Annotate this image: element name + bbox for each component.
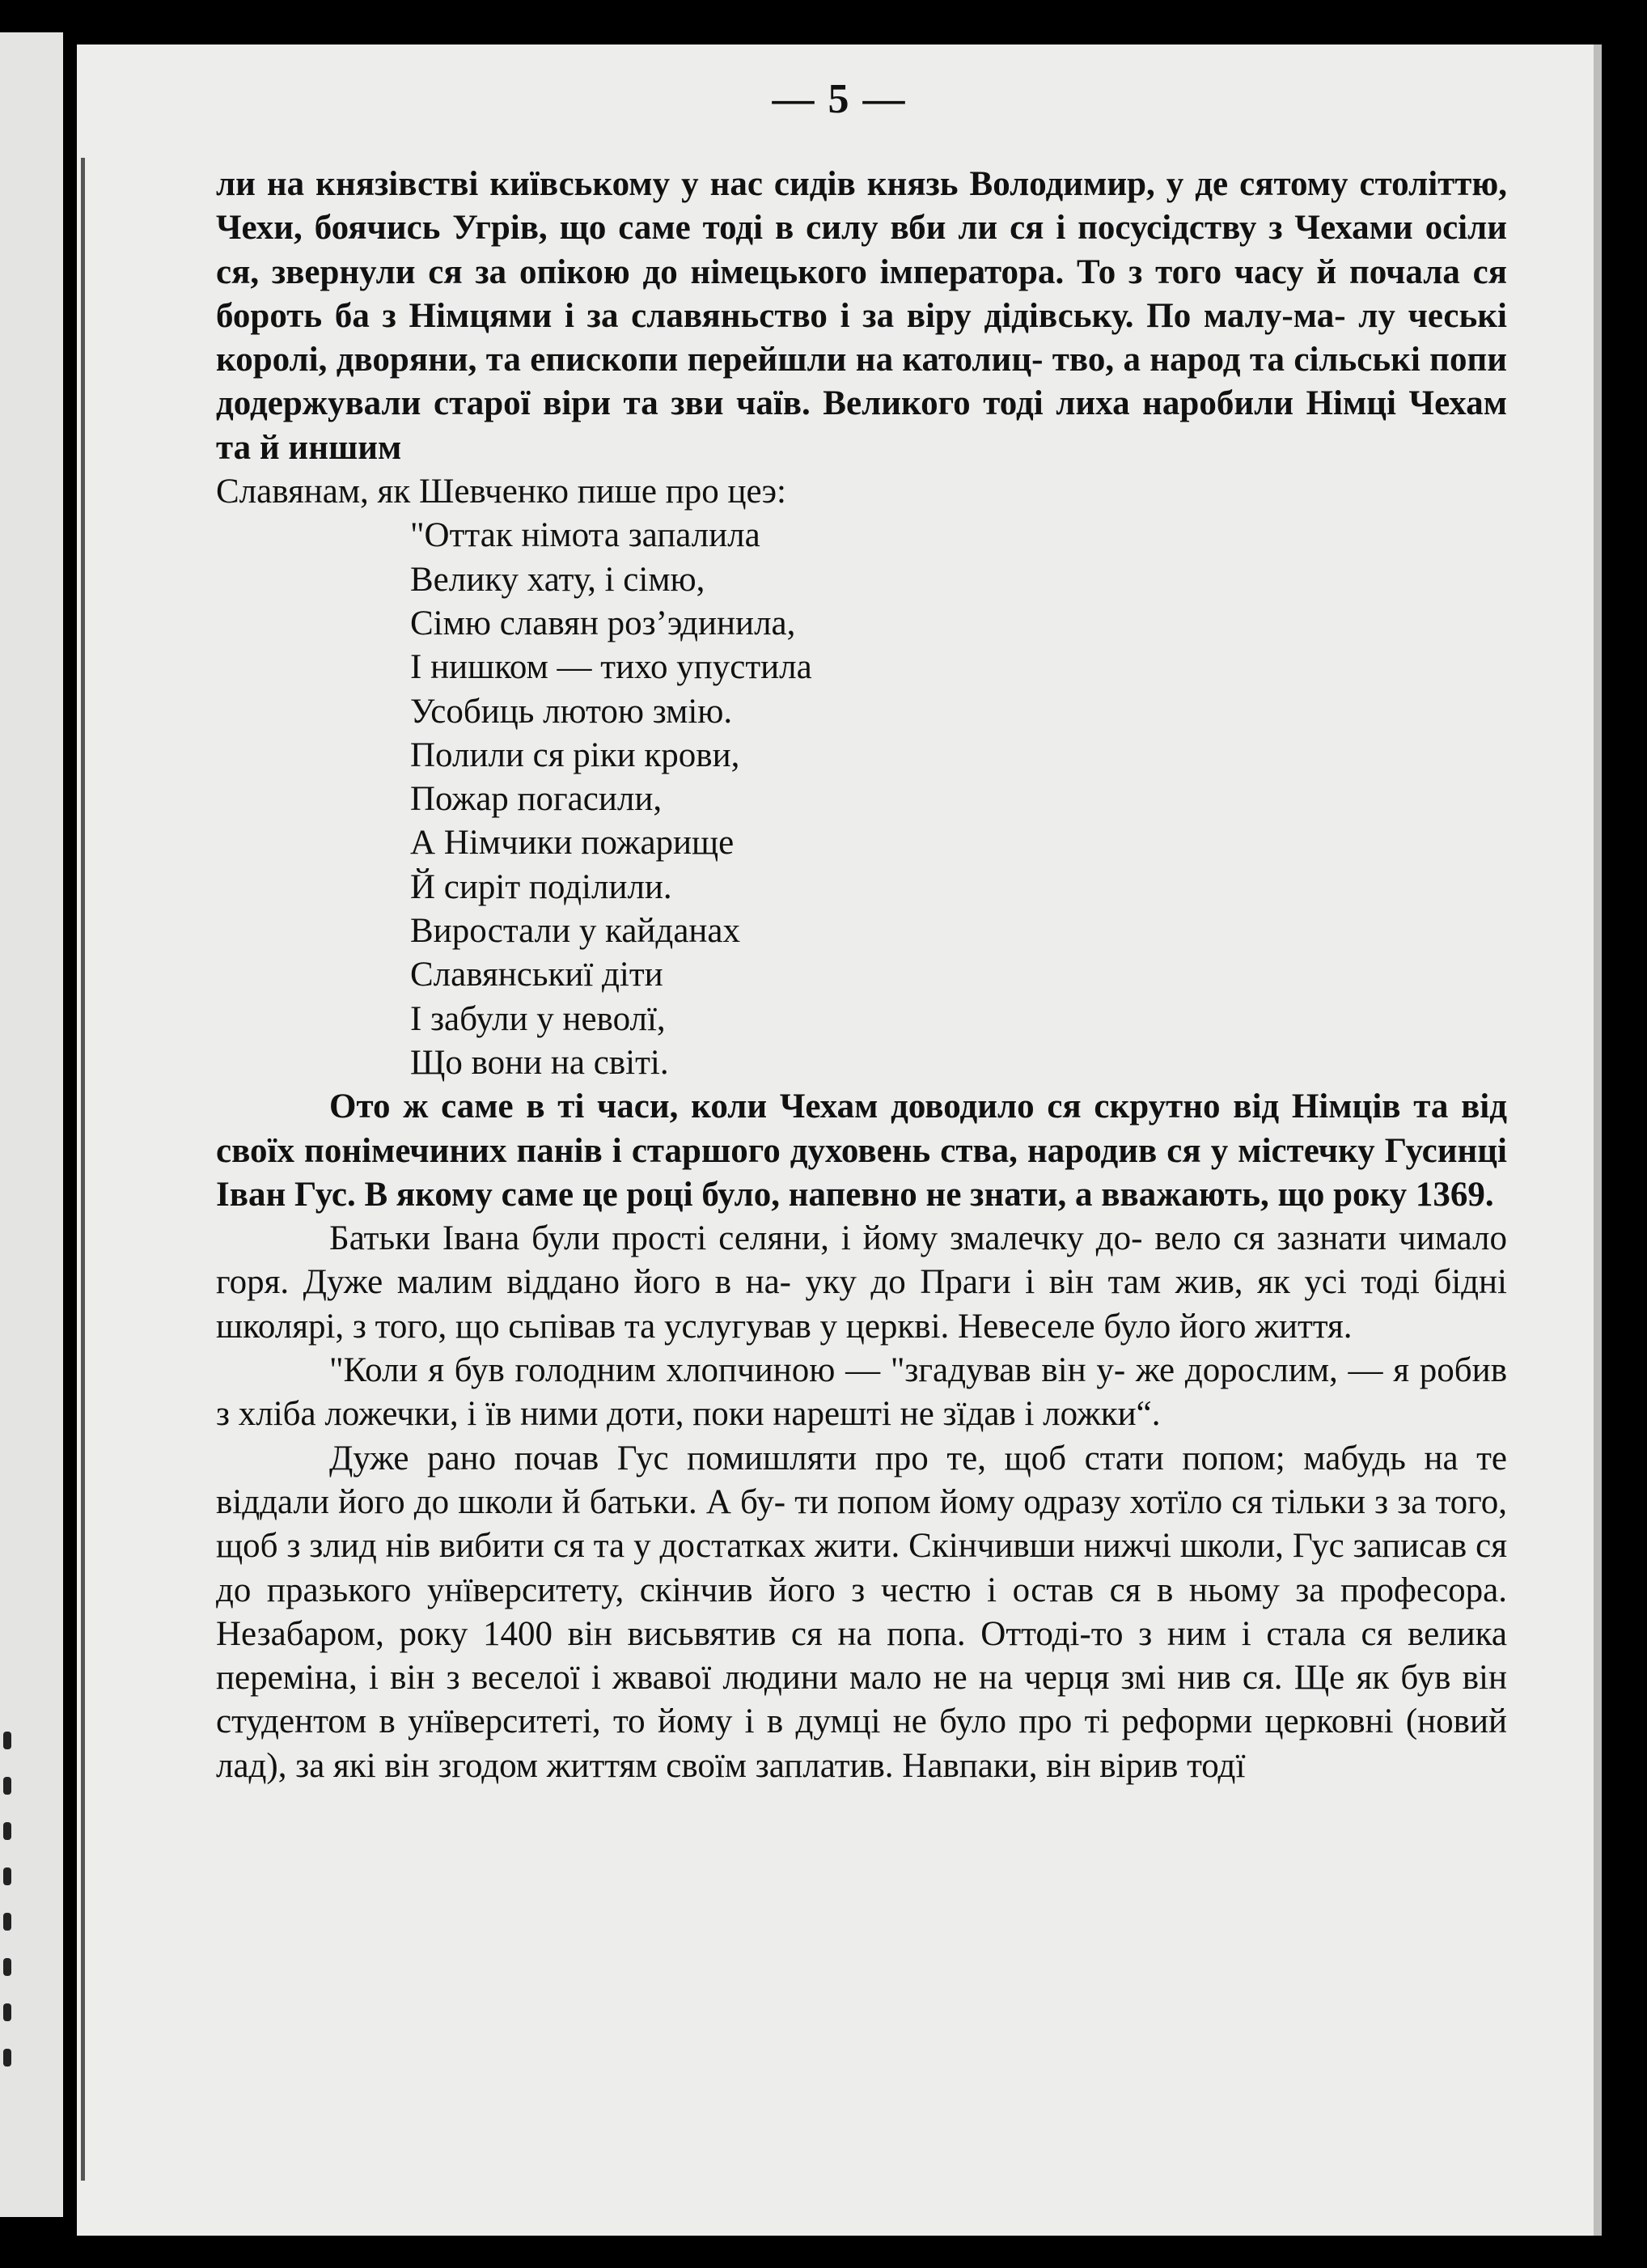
poem-quote — [410, 514, 1507, 1085]
poem-line: І нишком — тихо упустила — [410, 648, 812, 687]
poem-line: Виростали у кайданах — [410, 912, 740, 951]
scan-border-right — [1602, 0, 1647, 2268]
adjacent-page-text-fragments — [3, 1732, 24, 2104]
poem-line: І забули у неволї, — [410, 999, 666, 1038]
text-line: ли на князівстві київському у нас сидів князь Володимир, у де — [216, 165, 1229, 203]
fragment-mark — [3, 1777, 11, 1795]
document-page — [77, 45, 1602, 2236]
poem-line: Велику хату, і сімю, — [410, 560, 705, 599]
text-line: тво, а народ та сільські попи додержували старої віри та зви — [216, 341, 1507, 423]
text-line: чаїв. Великого тоді лиха наробили Німці Чехам та й иншим — [216, 384, 1508, 467]
paragraph: Ото ж саме в ті часи, коли Чехам доводило ся скрутно від Німців та від своїх понімечиних панів і старшого духовень ства, народив ся у містечку Гусинці Іван Гус. В якому саме це році було, напевно не знати, а вважають, що року 1369. — [216, 1087, 1507, 1214]
page-edge-shade — [1594, 45, 1602, 2236]
body-text — [216, 163, 1507, 1788]
text-line: ба з Німцями і за славяньство і за віру дідівську. По малу-ма- — [334, 296, 1346, 335]
poem-line: Славянськиї діти — [410, 956, 663, 994]
text-line: лу чеські королі, двоpяни, та епископи перейшли на католиц- — [216, 296, 1507, 379]
paragraph-opening-last-line — [216, 470, 1507, 514]
poem-line: Пожар погасили, — [410, 780, 663, 819]
text-line: до німецького імператора. То з того часу й почала ся бороть — [216, 252, 1508, 335]
poem-line: Й сиріт поділили. — [410, 867, 672, 906]
poem-line: Що вони на світі. — [410, 1043, 669, 1082]
poem-line: "Оттак німота запалила — [410, 516, 760, 555]
text-line: ли ся і посусідству з Чехами осіли ся, звернули ся за опікою — [216, 209, 1508, 291]
binding-gutter-line — [81, 158, 85, 2181]
fragment-mark — [3, 2049, 11, 2067]
fragment-mark — [3, 2003, 11, 2021]
adjacent-page-edge — [0, 32, 63, 2217]
fragment-mark — [3, 1913, 11, 1931]
fragment-mark — [3, 1822, 11, 1840]
text-line: Славянам, як Шевченко пише про цеэ: — [216, 473, 787, 511]
text-line: сятому століттю, Чехи, боячись Угрів, що саме тоді в силу вби — [216, 165, 1508, 248]
page-number: — 5 — — [772, 76, 907, 122]
fragment-mark — [3, 1867, 11, 1885]
paragraph: Дуже рано почав Гус помишляти про те, щоб стати попом; мабудь на те віддали його до школи й батьки. А бу- ти попом йому одразу хотїло ся тільки з за того, щоб з злид нів вибити ся та у достатках жити. Скінчивши нижчі школи, Гус записав ся до празького унїверситету, скінчив його з честю і остав ся в ньому за професора. Незабаром, року 1400 він висьвятив ся на попа. Оттоді-то з ним і стала ся велика переміна, і він з веселої і жвавої людини мало не на черця змі нив ся. Ще як був він студентом в унїверситеті, то йому і в думці не було про ті реформи церковні (новий лад), за які він згодом життям своїм заплатив. Навпаки, він вірив тодї — [216, 1439, 1507, 1785]
fragment-mark — [3, 1732, 11, 1749]
poem-line: Полили ся ріки крови, — [410, 736, 740, 774]
poem-line: А Німчики пожарище — [410, 824, 735, 863]
paragraph: Батьки Івана були прості селяни, і йому змалечку до- вело ся зазнати чимало горя. Дуже малим віддано його в на- уку до Праги і він там жив, як усі тоді бідні школярі, з того, що сьпівав та услугував у церкві. Невеселе було його життя. — [216, 1219, 1507, 1346]
poem-line: Усобиць лютою змію. — [410, 692, 733, 731]
poem-line: Сімю славян роз’эдинила, — [410, 604, 796, 642]
paragraph: "Коли я був голодним хлопчиною — "згадував він у- же дорослим, — я робив з хліба ложечки, і їв ними доти, поки нарешті не зїдав і ложки“. — [216, 1351, 1507, 1434]
paragraph-opening — [216, 163, 1507, 470]
fragment-mark — [3, 1958, 11, 1976]
